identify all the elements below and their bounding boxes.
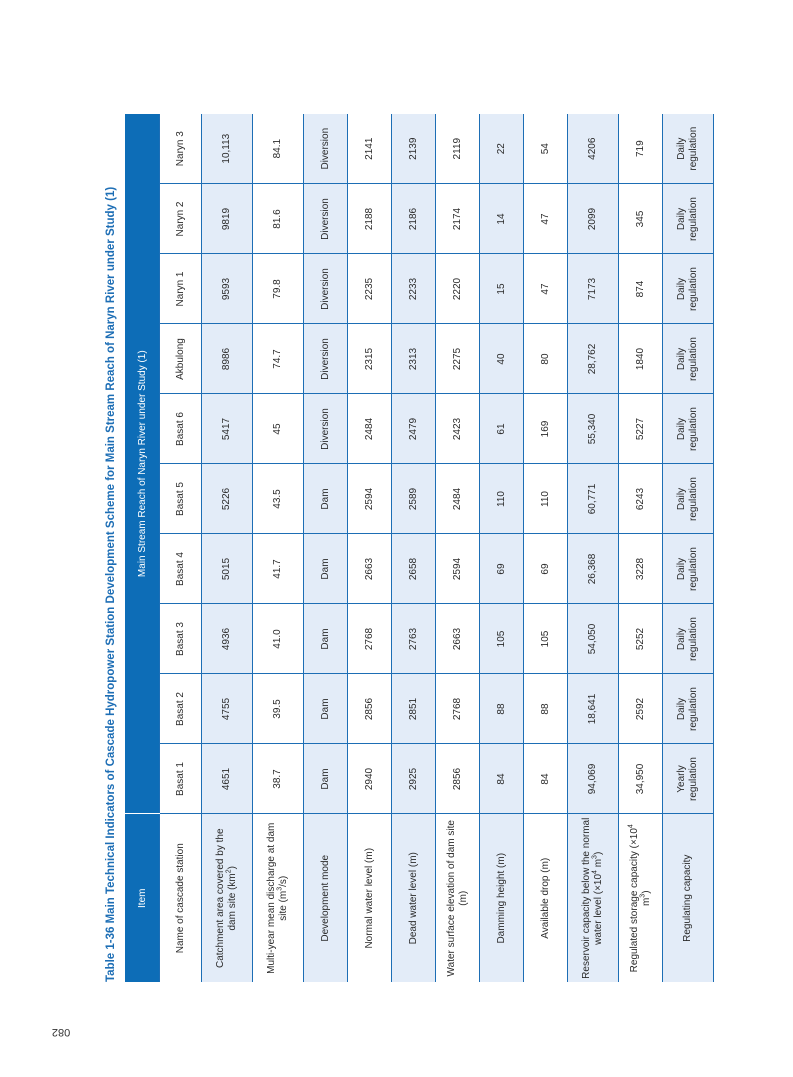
table-cell: Dam: [304, 534, 348, 604]
table-row: [524, 114, 568, 982]
table-body: [160, 114, 714, 982]
table-cell: 2856: [348, 674, 392, 744]
table-row: [436, 114, 480, 982]
row-label: Multi-year mean discharge at dam site $(m^3/s)$: [253, 814, 304, 982]
row-label: Available drop (m): [524, 814, 568, 982]
table-cell: 2315: [348, 324, 392, 394]
table-cell: 2484: [436, 464, 480, 534]
table-cell: 54: [524, 114, 568, 184]
table-cell: 2663: [436, 604, 480, 674]
table-cell: 719: [619, 114, 663, 184]
row-label: Normal water level (m): [348, 814, 392, 982]
table-cell: 6243: [619, 464, 663, 534]
station-name-cell: Basat 3: [160, 604, 202, 674]
table-cell: Dam: [304, 464, 348, 534]
page-number: 082: [51, 1026, 71, 1038]
table-cell: 2594: [348, 464, 392, 534]
table-cell: 47: [524, 184, 568, 254]
table-cell: 4651: [202, 744, 253, 814]
indicators-table: [125, 114, 714, 982]
table-cell: Dam: [304, 604, 348, 674]
table-cell: 2925: [392, 744, 436, 814]
table-cell: 2188: [348, 184, 392, 254]
table-cell: 3228: [619, 534, 663, 604]
table-cell: Daily regulation: [663, 674, 714, 744]
table-cell: Diversion: [304, 184, 348, 254]
table-cell: 2658: [392, 534, 436, 604]
station-name-cell: Basat 1: [160, 744, 202, 814]
station-name-cell: Akbulong: [160, 324, 202, 394]
table-cell: 2275: [436, 324, 480, 394]
row-label: Dead water level (m): [392, 814, 436, 982]
table-cell: 40: [480, 324, 524, 394]
table-cell: Daily regulation: [663, 534, 714, 604]
table-cell: 26,368: [568, 534, 619, 604]
table-cell: Diversion: [304, 324, 348, 394]
table-cell: 54,050: [568, 604, 619, 674]
table-cell: 2141: [348, 114, 392, 184]
table-cell: 28,762: [568, 324, 619, 394]
table-cell: 2233: [392, 254, 436, 324]
table-cell: 7173: [568, 254, 619, 324]
table-cell: Diversion: [304, 114, 348, 184]
table-cell: 5226: [202, 464, 253, 534]
row-label: Damming height (m): [480, 814, 524, 982]
table-cell: 2851: [392, 674, 436, 744]
table-cell: 2763: [392, 604, 436, 674]
table-cell: 9593: [202, 254, 253, 324]
table-cell: 5015: [202, 534, 253, 604]
table-cell: 2139: [392, 114, 436, 184]
table-cell: Daily regulation: [663, 394, 714, 464]
table-cell: 84: [524, 744, 568, 814]
table-cell: Daily regulation: [663, 324, 714, 394]
table-cell: 2592: [619, 674, 663, 744]
table-cell: 2768: [348, 604, 392, 674]
table-cell: 84: [480, 744, 524, 814]
table-cell: 2484: [348, 394, 392, 464]
station-name-cell: Naryn 2: [160, 184, 202, 254]
header-group: Main Stream Reach of Naryn River under Study (1): [125, 114, 160, 814]
row-label: Regulated storage capacity ($\times 10^4$ $m^3$): [619, 814, 663, 982]
table-row: [253, 114, 304, 982]
table-cell: 2589: [392, 464, 436, 534]
table-cell: 84.1: [253, 114, 304, 184]
table-cell: Dam: [304, 674, 348, 744]
table-cell: Daily regulation: [663, 184, 714, 254]
table-cell: 2940: [348, 744, 392, 814]
table-cell: Dam: [304, 744, 348, 814]
table-cell: Yearly regulation: [663, 744, 714, 814]
table-cell: 38.7: [253, 744, 304, 814]
table-title: Table 1-36 Main Technical Indicators of Cascade Hydropower Station Development Scheme for Main Stream Reach of Naryn River under Study (1): [105, 186, 117, 982]
table-cell: 45: [253, 394, 304, 464]
table-cell: 105: [480, 604, 524, 674]
table-cell: 2119: [436, 114, 480, 184]
table-cell: 88: [524, 674, 568, 744]
table-cell: 2768: [436, 674, 480, 744]
table-row: [568, 114, 619, 982]
table-cell: 81.6: [253, 184, 304, 254]
table-cell: 80: [524, 324, 568, 394]
table-cell: 345: [619, 184, 663, 254]
table-cell: 2479: [392, 394, 436, 464]
table-cell: 1840: [619, 324, 663, 394]
table-cell: 39.5: [253, 674, 304, 744]
table-cell: 61: [480, 394, 524, 464]
table-cell: 2594: [436, 534, 480, 604]
table-cell: Daily regulation: [663, 114, 714, 184]
table-cell: 5417: [202, 394, 253, 464]
table-cell: 2174: [436, 184, 480, 254]
table-cell: 2856: [436, 744, 480, 814]
table-row: [480, 114, 524, 982]
table-cell: 41.7: [253, 534, 304, 604]
table-cell: 2423: [436, 394, 480, 464]
table-cell: Daily regulation: [663, 604, 714, 674]
table-cell: 15: [480, 254, 524, 324]
table-cell: 79.8: [253, 254, 304, 324]
station-name-cell: Basat 2: [160, 674, 202, 744]
table-cell: 10,113: [202, 114, 253, 184]
table-cell: 2235: [348, 254, 392, 324]
table-cell: 5227: [619, 394, 663, 464]
station-name-cell: Basat 6: [160, 394, 202, 464]
table-cell: Diversion: [304, 394, 348, 464]
table-cell: Daily regulation: [663, 254, 714, 324]
table-row: [160, 114, 202, 982]
table-cell: 60,771: [568, 464, 619, 534]
rotated-table-block: [101, 114, 699, 982]
station-name-cell: Naryn 1: [160, 254, 202, 324]
table-cell: 874: [619, 254, 663, 324]
table-cell: 74.7: [253, 324, 304, 394]
table-cell: 69: [480, 534, 524, 604]
table-cell: 41.0: [253, 604, 304, 674]
table-cell: 2313: [392, 324, 436, 394]
table-cell: 4206: [568, 114, 619, 184]
table-cell: 105: [524, 604, 568, 674]
table-cell: 9819: [202, 184, 253, 254]
row-label: Reservoir capacity below the normal water level ($\times 10^4$ $m^3$): [568, 814, 619, 982]
table-cell: 2220: [436, 254, 480, 324]
station-name-cell: Basat 4: [160, 534, 202, 604]
table-cell: 69: [524, 534, 568, 604]
table-cell: 2186: [392, 184, 436, 254]
table-cell: 2663: [348, 534, 392, 604]
table-cell: 110: [524, 464, 568, 534]
table-row: [348, 114, 392, 982]
table-cell: Daily regulation: [663, 464, 714, 534]
table-cell: 4755: [202, 674, 253, 744]
table-cell: 169: [524, 394, 568, 464]
row-label: Water surface elevation of dam site (m): [436, 814, 480, 982]
table-row: [619, 114, 663, 982]
table-cell: 4936: [202, 604, 253, 674]
table-cell: Diversion: [304, 254, 348, 324]
table-cell: 88: [480, 674, 524, 744]
table-row: [202, 114, 253, 982]
station-name-cell: Naryn 3: [160, 114, 202, 184]
row-label: Regulating capacity: [663, 814, 714, 982]
table-cell: 47: [524, 254, 568, 324]
table-cell: 55,340: [568, 394, 619, 464]
table-cell: 14: [480, 184, 524, 254]
row-label: Name of cascade station: [160, 814, 202, 982]
table-cell: 2099: [568, 184, 619, 254]
row-label: Development mode: [304, 814, 348, 982]
table-cell: 18,641: [568, 674, 619, 744]
table-row: [392, 114, 436, 982]
table-cell: 43.5: [253, 464, 304, 534]
table-cell: 34,950: [619, 744, 663, 814]
row-label: Catchment area covered by the dam site $(km^2)$: [202, 814, 253, 982]
table-cell: 22: [480, 114, 524, 184]
header-item: Item: [125, 814, 160, 982]
table-cell: 8986: [202, 324, 253, 394]
station-name-cell: Basat 5: [160, 464, 202, 534]
table-row: [663, 114, 714, 982]
table-cell: 94,069: [568, 744, 619, 814]
table-cell: 5252: [619, 604, 663, 674]
table-row: [304, 114, 348, 982]
table-cell: 110: [480, 464, 524, 534]
